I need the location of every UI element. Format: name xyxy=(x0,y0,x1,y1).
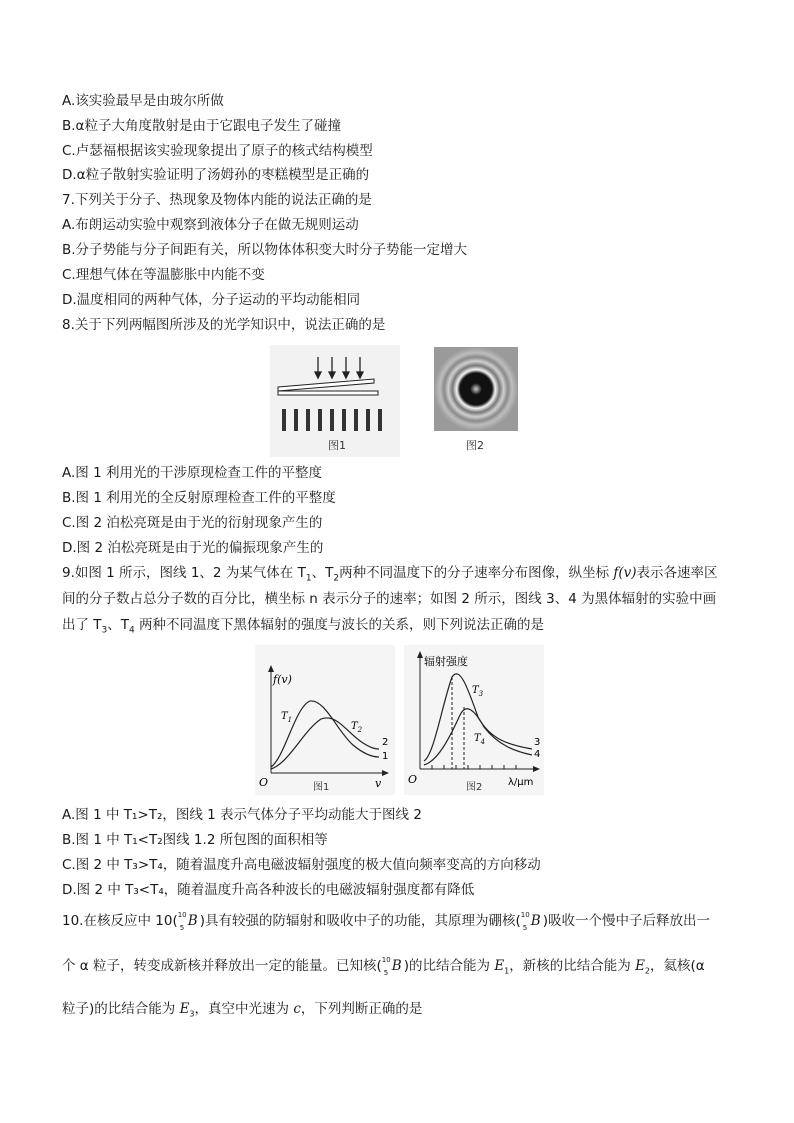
g1-origin: O xyxy=(259,776,269,789)
q8-figure2 xyxy=(432,345,520,457)
q10-nuclide-3: 10 5 B xyxy=(381,956,402,977)
g1-xlabel: v xyxy=(375,777,382,790)
q10-line3 xyxy=(62,1000,422,1024)
q9-text-a: 9.如图 1 所示，图线 1、2 为某气体在 T xyxy=(62,565,306,581)
q10-line2 xyxy=(62,957,705,981)
q8-option-b: B.图 1 利用光的全反射原理检查工件的平整度 xyxy=(62,490,336,506)
q9-option-c: C.图 2 中 T₃>T₄，随着温度升高电磁波辐射强度的极大值向频率变高的方向移动 xyxy=(62,857,541,873)
q8-option-a: A.图 1 利用光的干涉原现检查工件的平整度 xyxy=(62,465,322,481)
g2-origin: O xyxy=(408,773,418,786)
q8-fig2-caption: 图2 xyxy=(466,439,484,452)
q8-fig1-caption: 图1 xyxy=(328,439,346,452)
g1-T1-label: $T_1$ xyxy=(281,711,293,724)
q9-stem-line2: 间的分子数占总分子数的百分比，横坐标 n 表示分子的速率；如图 2 所示，图线 3、4 为黑体辐射的实验中画 xyxy=(62,591,717,607)
q10-text-e: )的比结合能为 xyxy=(403,958,495,974)
q10-text-h: 粒子)的比结合能为 xyxy=(62,1001,180,1017)
g1-caption: 图1 xyxy=(313,782,330,793)
g2-xlabel: λ/μm xyxy=(508,777,534,788)
q6-option-c: C.卢瑟福根据该实验现象提出了原子的核式结构模型 xyxy=(62,143,373,159)
q10-text-j: ，下列判断正确的是 xyxy=(300,1001,423,1017)
q10-text-b: )具有较强的防辐射和吸收中子的功能，其原理为硼核( xyxy=(199,913,521,929)
g2-curve3-num: 3 xyxy=(534,737,541,748)
g2-T3-label: $T_3$ xyxy=(472,685,484,698)
q10-text-c: )吸收一个慢中子后释放出一 xyxy=(542,913,711,929)
q9-fv: f(v) xyxy=(613,565,637,581)
q9-text-f: 、T xyxy=(107,617,130,633)
q9-option-d: D.图 2 中 T₃<T₄，随着温度升高各种波长的电磁波辐射强度都有降低 xyxy=(62,882,475,898)
q9-graph2 xyxy=(404,645,544,795)
q9-stem-line3 xyxy=(62,616,544,640)
q7-option-c: C.理想气体在等温膨胀中内能不变 xyxy=(62,267,265,283)
q7-option-b: B.分子势能与分子间距有关，所以物体体积变大时分子势能一定增大 xyxy=(62,242,468,258)
g2-curve4-num: 4 xyxy=(534,749,541,760)
q10-nuclide-2: 10 5 B xyxy=(520,911,541,932)
q10-text-i: ，真空中光速为 xyxy=(194,1001,294,1017)
q9-stem-line1 xyxy=(62,564,718,588)
q10-text-a: 10.在核反应中 10( xyxy=(62,913,178,929)
q8-figure1 xyxy=(270,345,400,457)
q7-option-a: A.布朗运动实验中观察到液体分子在做无规则运动 xyxy=(62,217,359,233)
q7-stem: 7.下列关于分子、热现象及物体内能的说法正确的是 xyxy=(62,192,372,208)
g1-T2-label: $T_2$ xyxy=(351,721,363,734)
g1-curve1-num: 1 xyxy=(382,751,389,762)
q10-E1: E xyxy=(494,958,505,974)
q7-option-d: D.温度相同的两种气体，分子运动的平均动能相同 xyxy=(62,292,361,308)
q9-option-b: B.图 1 中 T₁<T₂图线 1.2 所包图的面积相等 xyxy=(62,832,328,848)
q9-text-d: 表示各速率区 xyxy=(636,565,718,581)
q9-sub3: 3 xyxy=(101,625,108,636)
q9-text-b: 、T xyxy=(311,565,334,581)
q9-text-g: 两种不同温度下黑体辐射的强度与波长的关系，则下列说法正确的是 xyxy=(134,617,545,633)
g1-ylabel: f(v) xyxy=(273,673,292,686)
q10-E1-sub: 1 xyxy=(504,966,510,976)
q10-text-f: ，新核的比结合能为 xyxy=(509,958,636,974)
q10-E2-sub: 2 xyxy=(644,966,651,976)
q8-option-c: C.图 2 泊松亮斑是由于光的衍射现象产生的 xyxy=(62,515,323,531)
q10-nuclide-1: 10 5 B xyxy=(177,911,198,932)
q10-text-d: 个 α 粒子，转变成新核并释放出一定的能量。已知核( xyxy=(62,958,382,974)
q9-graph1 xyxy=(255,645,395,795)
q8-option-d: D.图 2 泊松亮斑是由于光的偏振现象产生的 xyxy=(62,540,324,556)
q9-option-a: A.图 1 中 T₁>T₂，图线 1 表示气体分子平均动能大于图线 2 xyxy=(62,807,422,823)
g2-ylabel: 辐射强度 xyxy=(424,655,468,668)
g2-caption: 图2 xyxy=(466,782,483,793)
q10-E2: E xyxy=(635,958,645,974)
q10-E3: E xyxy=(179,1001,190,1017)
q6-option-d: D.α粒子散射实验证明了汤姆孙的枣糕模型是正确的 xyxy=(62,167,370,183)
q9-sub4: 4 xyxy=(129,625,135,636)
g2-T4-label: $T_4$ xyxy=(474,733,486,746)
q10-E3-sub: 3 xyxy=(189,1009,195,1019)
q9-text-e: 出了 T xyxy=(62,617,102,633)
q10-c: c xyxy=(293,1001,301,1017)
q8-stem: 8.关于下列两幅图所涉及的光学知识中，说法正确的是 xyxy=(62,317,386,333)
q6-option-a: A.该实验最早是由玻尔所做 xyxy=(62,93,224,109)
q6-option-b: B.α粒子大角度散射是由于它跟电子发生了碰撞 xyxy=(62,118,341,134)
q9-sub2: 2 xyxy=(333,573,340,584)
q10-line1 xyxy=(62,912,710,930)
q10-text-g: ，氦核(α xyxy=(650,958,705,974)
q9-text-c: 两种不同温度下的分子速率分布图像，纵坐标 xyxy=(339,565,614,581)
g1-curve2-num: 2 xyxy=(382,737,389,748)
q9-sub1: 1 xyxy=(305,573,312,584)
